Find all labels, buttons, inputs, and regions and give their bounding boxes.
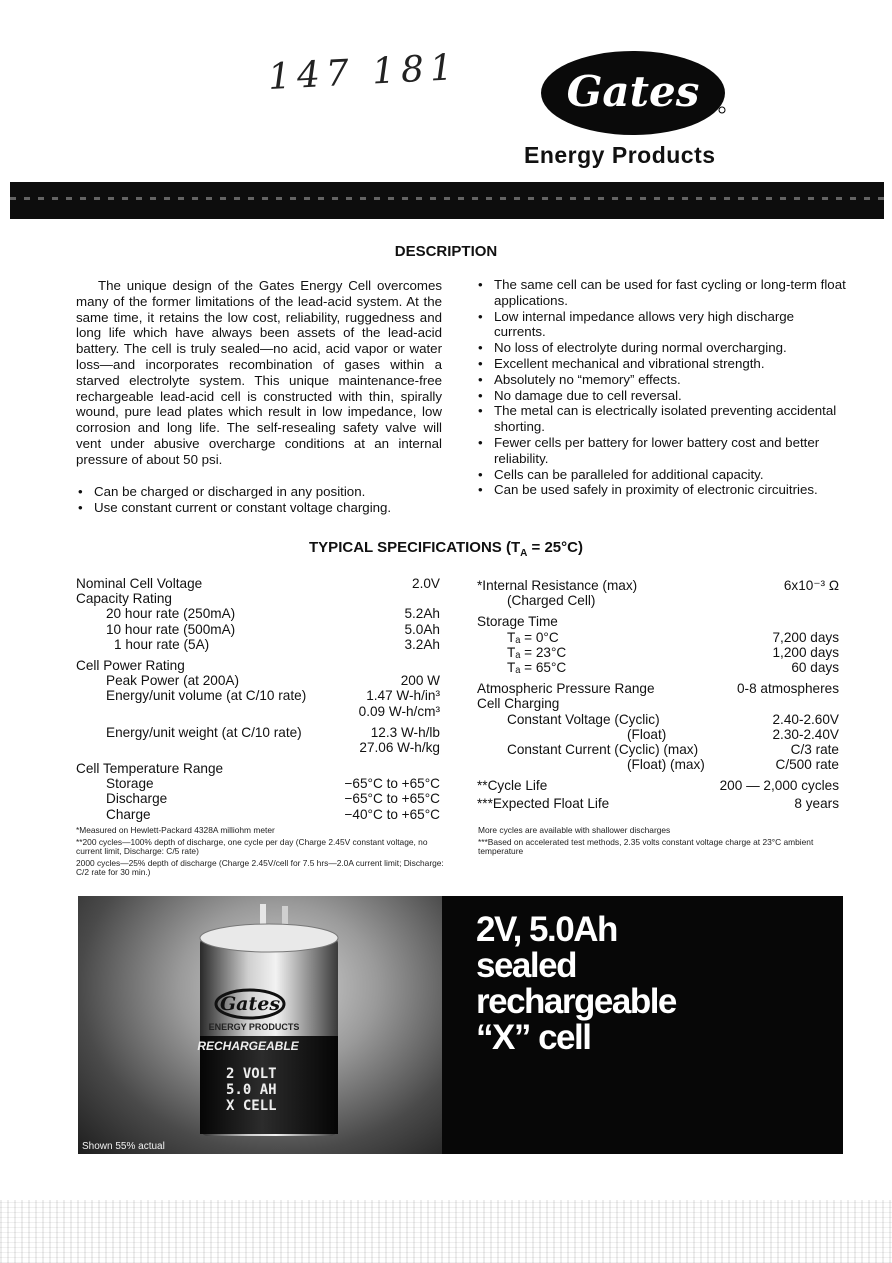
spec-label: Constant Voltage (Cyclic) (507, 711, 660, 727)
spec-label: Tₐ = 23°C (507, 644, 567, 660)
spec-label: 20 hour rate (250mA) (106, 606, 236, 622)
spec-group-label: Cell Temperature Range (76, 761, 224, 777)
product-headline (476, 912, 676, 1056)
spec-label: 10 hour rate (500mA) (106, 621, 236, 637)
spec-label: Atmospheric Pressure Range (477, 681, 655, 697)
spec-value: 1,200 days (772, 644, 839, 660)
spec-value: 12.3 W-h/lb (370, 724, 440, 740)
cell-capacity-text: 5.0 AH (226, 1082, 277, 1098)
cell-voltage-text: 2 VOLT (226, 1066, 277, 1082)
list-item: • Can be used safely in proximity of electronic circuitries. (476, 482, 846, 498)
list-item: • Use constant current or constant voltage charging. (76, 500, 456, 516)
spec-row (477, 630, 839, 645)
gates-logo (538, 48, 728, 138)
list-item: • No damage due to cell reversal. (476, 388, 846, 404)
spec-value: 200 W (400, 673, 440, 689)
spec-row (477, 681, 839, 696)
spec-row (76, 637, 440, 652)
spec-label: (Charged Cell) (507, 593, 596, 609)
spec-label: Energy/unit volume (at C/10 rate) (106, 688, 307, 704)
spec-row (477, 696, 839, 711)
spec-row (76, 658, 440, 673)
description-intro: The unique design of the Gates Energy Cell overcomes many of the former limitations of the lead-acid system. At the same time, it retains the low cost, reliability, ruggedness and long life which have always been assets of the lead-acid battery. The cell is truly sealed—no acid, acid vapor or water loss—and incorporates recombination of gases within a starved electrolyte system. This unique maintenance-free rechargeable lead-acid cell is constructed with thin, spirally wound, pure lead plates which result in low impedance, low corrosion and long life. The self-resealing safety valve will vent under abusive overcharge conditions at an internal pressure of about 50 psi. (76, 278, 442, 467)
list-item: • Cells can be paralleled for additional capacity. (476, 467, 846, 483)
logo-wordmark: Gates (566, 67, 700, 116)
spec-value: 3.2Ah (404, 636, 440, 652)
list-item: • Can be charged or discharged in any position. (76, 484, 456, 500)
spec-group-label: Capacity Rating (76, 591, 172, 607)
spec-row (76, 740, 440, 755)
spec-row (477, 578, 839, 593)
spec-value: −65°C to +65°C (344, 791, 440, 807)
spec-value: 200 — 2,000 cycles (719, 778, 839, 794)
spec-value: 2.30-2.40V (772, 726, 839, 742)
spec-row (477, 757, 839, 772)
spec-label: (Float) (max) (627, 757, 705, 773)
photo-caption: Shown 55% actual (82, 1141, 165, 1152)
footnote: More cycles are available with shallower discharges (478, 825, 671, 835)
division-name: Energy Products (524, 142, 716, 168)
cell-rechargeable-text: RECHARGEABLE (197, 1039, 299, 1053)
scan-noise (0, 1200, 892, 1263)
spec-label: Energy/unit weight (at C/10 rate) (106, 724, 302, 740)
list-item: • Absolutely no “memory” effects. (476, 372, 846, 388)
spec-value: 5.2Ah (404, 606, 440, 622)
spec-row (477, 742, 839, 757)
cell-top (200, 924, 338, 952)
spec-heading-subscript: A (520, 548, 528, 559)
spec-value: −65°C to +65°C (344, 776, 440, 792)
cell-logo-text: Gates (219, 993, 281, 1015)
spec-label: Storage (106, 776, 154, 792)
spec-row (76, 704, 440, 719)
headline-line: “X” cell (476, 1018, 591, 1057)
spec-row (76, 606, 440, 621)
list-item: • No loss of electrolyte during normal overcharging. (476, 340, 846, 356)
footnote: ***Based on accelerated test methods, 2.35 volts constant voltage charge at 23°C ambient temperature (478, 836, 814, 857)
list-item: • Fewer cells per battery for lower battery cost and better reliability. (476, 435, 846, 467)
spec-value: 5.0Ah (404, 621, 440, 637)
list-item: • The same cell can be used for fast cycling or long-term float applications. (476, 277, 846, 309)
header-bar-texture (10, 197, 884, 200)
footnote: *Measured on Hewlett-Packard 4328A milliohm meter (76, 825, 275, 835)
spec-label: Peak Power (at 200A) (106, 673, 239, 689)
spec-row (76, 673, 440, 688)
spec-value: C/3 rate (790, 741, 839, 757)
header-bar (10, 182, 884, 219)
spec-row (477, 645, 839, 660)
headline-line: 2V, 5.0Ah (476, 910, 617, 949)
spec-heading-condition: = 25°C) (527, 539, 583, 556)
spec-value: 7,200 days (772, 629, 839, 645)
left-feature-list (76, 484, 456, 516)
cell-band-text: ENERGY PRODUCTS (208, 1022, 300, 1032)
spec-value: −40°C to +65°C (344, 806, 440, 822)
spec-row (477, 727, 839, 742)
headline-line: rechargeable (476, 982, 676, 1021)
spec-value: 6x10⁻³ Ω (783, 578, 839, 593)
spec-label: (Float) (627, 726, 667, 742)
spec-row (76, 761, 440, 776)
spec-label: Discharge (106, 791, 168, 807)
footnotes-left (76, 826, 448, 880)
cell-type-text: X CELL (226, 1098, 277, 1114)
spec-label: *Internal Resistance (max) (477, 578, 638, 593)
battery-cell-image (78, 896, 442, 1154)
spec-row (477, 796, 839, 811)
spec-row (477, 660, 839, 675)
footnote: 2000 cycles—25% depth of discharge (Charge 2.45V/cell for 7.5 hrs—2.0A current limit; Discharge: C/2 rate for 30 min.) (76, 857, 444, 878)
spec-row (477, 778, 839, 793)
specifications-heading (0, 539, 892, 559)
spec-value: 0.09 W-h/cm³ (358, 703, 440, 719)
spec-value: 0-8 atmospheres (736, 681, 839, 697)
spec-row (76, 807, 440, 822)
spec-row (76, 576, 440, 591)
spec-table-left (76, 576, 440, 822)
spec-row (76, 791, 440, 806)
spec-table-right (477, 578, 839, 812)
footnote: **200 cycles—100% depth of discharge, one cycle per day (Charge 2.45V constant voltage, no current limit, Discharge: C/5 rate) (76, 836, 428, 857)
spec-row (76, 776, 440, 791)
spec-row (76, 688, 440, 703)
spec-value: 2.40-2.60V (772, 711, 839, 727)
spec-label: Charge (106, 806, 151, 822)
description-heading: DESCRIPTION (394, 243, 498, 260)
spec-label: Constant Current (Cyclic) (max) (507, 741, 699, 757)
spec-label: **Cycle Life (477, 778, 548, 794)
handwritten-document-number: 147 181 (267, 47, 460, 98)
footnotes-right (478, 826, 844, 859)
spec-row (76, 725, 440, 740)
spec-row (477, 593, 839, 608)
spec-row (76, 622, 440, 637)
spec-group-label: Storage Time (477, 614, 558, 630)
list-item: • Low internal impedance allows very high discharge currents. (476, 309, 846, 341)
spec-value: 27.06 W-h/kg (359, 739, 440, 755)
spec-group-label: Cell Power Rating (76, 657, 185, 673)
spec-label: Nominal Cell Voltage (76, 576, 203, 591)
spec-label: 1 hour rate (5A) (114, 636, 210, 652)
product-photo (78, 896, 442, 1154)
spec-row (76, 591, 440, 606)
spec-value: C/500 rate (775, 757, 839, 773)
spec-label: Tₐ = 65°C (507, 659, 567, 675)
spec-value: 2.0V (412, 576, 440, 591)
spec-label: ***Expected Float Life (477, 796, 610, 812)
spec-value: 8 years (794, 796, 839, 812)
spec-value: 1.47 W-h/in³ (366, 688, 440, 704)
spec-group-label: Cell Charging (477, 696, 560, 712)
list-item: • Excellent mechanical and vibrational strength. (476, 356, 846, 372)
spec-row (477, 712, 839, 727)
spec-heading-text: TYPICAL SPECIFICATIONS (T (309, 539, 521, 556)
spec-value: 60 days (791, 659, 839, 675)
spec-label: Tₐ = 0°C (507, 629, 559, 645)
list-item: • The metal can is electrically isolated preventing accidental shorting. (476, 403, 846, 435)
spec-row (477, 614, 839, 629)
right-feature-list (476, 277, 846, 498)
headline-line: sealed (476, 946, 576, 985)
